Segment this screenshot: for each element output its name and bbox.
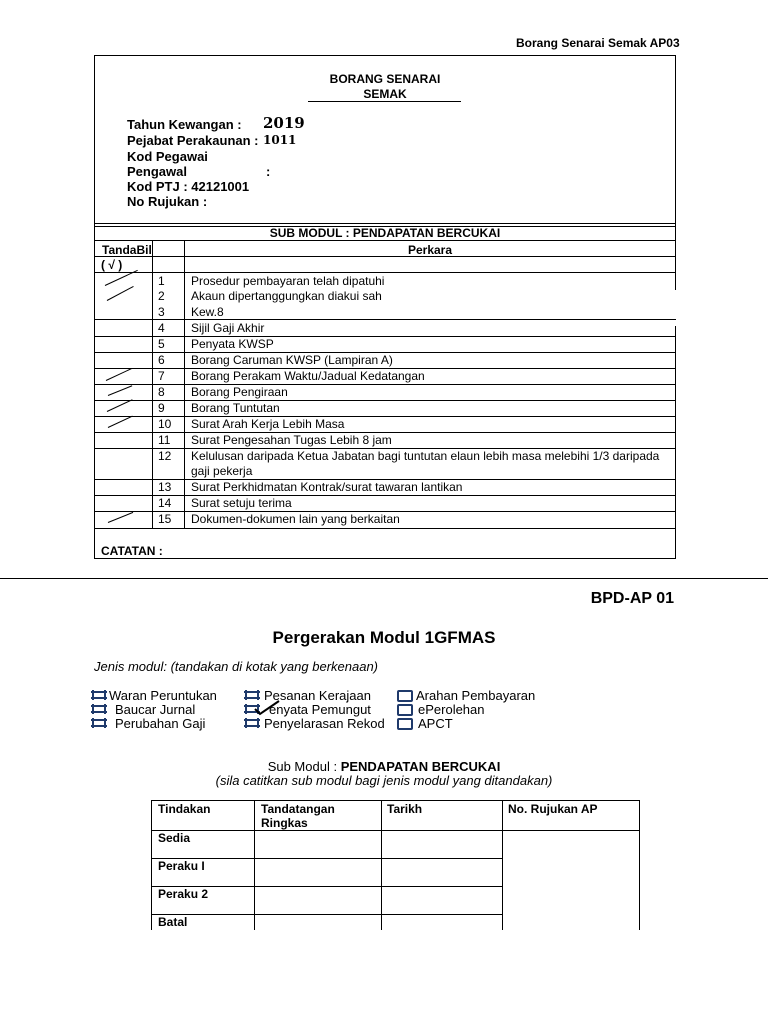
row-line (94, 400, 676, 401)
item-no: 6 (158, 353, 165, 367)
module-option-perubahan: Perubahan Gaji (115, 716, 206, 731)
checkbox-icon[interactable] (397, 690, 413, 702)
module-option-pesanan: Pesanan Kerajaan (264, 688, 371, 703)
item-no: 12 (158, 449, 172, 463)
action-table-vline (151, 800, 152, 930)
title-underline (308, 101, 461, 102)
row-line (94, 319, 676, 320)
module-option-penyelarasan: Penyelarasan Rekod (264, 716, 385, 731)
module-option-apct: APCT (418, 716, 453, 731)
item-text: Kew.8 (191, 305, 224, 319)
item-no: 1 (158, 274, 165, 288)
kod-ptj-label: Kod PTJ : 42121001 (127, 179, 250, 194)
tahun-label: Tahun Kewangan : (127, 117, 242, 132)
row-line (94, 416, 676, 417)
item-text: Kelulusan daripada Ketua Jabatan bagi tuntutan elaun lebih masa melebihi 1/3 daripada (191, 449, 660, 463)
item-text: Borang Perakam Waktu/Jadual Kedatangan (191, 369, 425, 383)
row-peraku-1: Peraku I (158, 859, 205, 873)
scan-gap (670, 290, 684, 326)
page-divider (0, 578, 768, 579)
checklist-title-line2: SEMAK (363, 87, 407, 101)
row-sedia: Sedia (158, 831, 191, 845)
checkbox-ladder-icon[interactable] (91, 718, 107, 728)
sub-modul-label: Sub Modul : (267, 759, 341, 774)
action-table-line (151, 914, 502, 915)
item-text: Borang Caruman KWSP (Lampiran A) (191, 353, 393, 367)
checkbox-ladder-icon[interactable] (244, 690, 260, 700)
item-no: 10 (158, 417, 172, 431)
item-text: Dokumen-dokumen lain yang berkaitan (191, 512, 400, 526)
sub-modul-note: (sila catitkan sub modul bagi jenis modul yang ditandakan) (215, 773, 553, 788)
row-line (94, 272, 676, 273)
module-option-eperolehan: ePerolehan (418, 702, 485, 717)
row-line (94, 495, 676, 496)
pengawal-label: Pengawal (127, 164, 187, 179)
kod-pegawai-label: Kod Pegawai (127, 149, 208, 164)
item-text: Penyata KWSP (191, 337, 274, 351)
checkbox-icon[interactable] (397, 718, 413, 730)
header-ringkas: Ringkas (261, 816, 308, 830)
header-tandatangan: Tandatangan (261, 802, 335, 816)
header-no-rujukan: No. Rujukan AP (508, 802, 598, 816)
header-tindakan: Tindakan (158, 802, 211, 816)
item-no: 2 (158, 289, 165, 303)
col-tick-header: ( √ ) (101, 258, 123, 272)
item-no: 8 (158, 385, 165, 399)
row-line (94, 336, 676, 337)
item-no: 13 (158, 480, 172, 494)
movement-title: Pergerakan Modul 1GFMAS (272, 628, 496, 647)
action-table-vline (254, 800, 255, 930)
col-perkara-header: Perkara (407, 243, 453, 257)
table-top-line (94, 223, 676, 224)
action-table-vline (502, 800, 503, 930)
module-option-arahan: Arahan Pembayaran (416, 688, 536, 703)
action-table-line (151, 830, 640, 831)
pengawal-colon: : (266, 164, 271, 179)
checkbox-ladder-icon[interactable] (91, 704, 107, 714)
item-text: Surat Perkhidmatan Kontrak/surat tawaran lantikan (191, 480, 463, 494)
no-rujukan-label: No Rujukan : (127, 194, 208, 209)
item-text: Borang Pengiraan (191, 385, 288, 399)
pejabat-label: Pejabat Perakaunan : (127, 133, 259, 148)
item-text: Akaun dipertanggungkan diakui sah (191, 289, 382, 303)
module-option-waran: Waran Peruntukan (109, 688, 217, 703)
action-table-line (151, 800, 640, 801)
row-line (94, 256, 676, 257)
item-text: Borang Tuntutan (191, 401, 280, 415)
jenis-instruction: Jenis modul: (tandakan di kotak yang berkenaan) (94, 659, 379, 674)
item-text: Surat Pengesahan Tugas Lebih 8 jam (191, 433, 392, 447)
sub-modul-line (0, 759, 768, 774)
item-text-cont: gaji pekerja (191, 464, 253, 478)
tahun-value: 2019 (263, 114, 305, 132)
item-no: 14 (158, 496, 172, 510)
sub-modul-heading: SUB MODUL : PENDAPATAN BERCUKAI (269, 226, 501, 240)
checkbox-ladder-icon[interactable] (91, 690, 107, 700)
item-text: Surat Arah Kerja Lebih Masa (191, 417, 345, 431)
sub-modul-value: PENDAPATAN BERCUKAI (340, 759, 501, 774)
item-no: 9 (158, 401, 165, 415)
item-text: Prosedur pembayaran telah dipatuhi (191, 274, 385, 288)
item-text: Surat setuju terima (191, 496, 292, 510)
row-line (94, 384, 676, 385)
item-text: Sijil Gaji Akhir (191, 321, 265, 335)
row-line (94, 240, 676, 241)
form-reference: Borang Senarai Semak AP03 (516, 36, 680, 50)
checkbox-ladder-icon[interactable] (244, 718, 260, 728)
checklist-title-line1: BORANG SENARAI (329, 72, 441, 86)
item-no: 7 (158, 369, 165, 383)
pejabat-value: 1011 (263, 133, 297, 147)
action-table-vline (639, 800, 640, 930)
catatan-label: CATATAN : (101, 544, 163, 558)
header-tarikh: Tarikh (387, 802, 423, 816)
module-option-baucar: Baucar Jurnal (115, 702, 196, 717)
item-no: 4 (158, 321, 165, 335)
col-tanda-header: TandaBil (102, 243, 152, 257)
form-code: BPD-AP 01 (590, 590, 674, 607)
item-no: 15 (158, 512, 172, 526)
item-no: 3 (158, 305, 165, 319)
row-batal: Batal (158, 915, 188, 929)
checkbox-icon[interactable] (397, 704, 413, 716)
action-table-vline (381, 800, 382, 930)
row-line (94, 528, 676, 529)
row-peraku-2: Peraku 2 (158, 887, 209, 901)
item-no: 11 (158, 433, 171, 447)
item-no: 5 (158, 337, 165, 351)
module-option-penyata: enyata Pemungut (269, 702, 371, 717)
